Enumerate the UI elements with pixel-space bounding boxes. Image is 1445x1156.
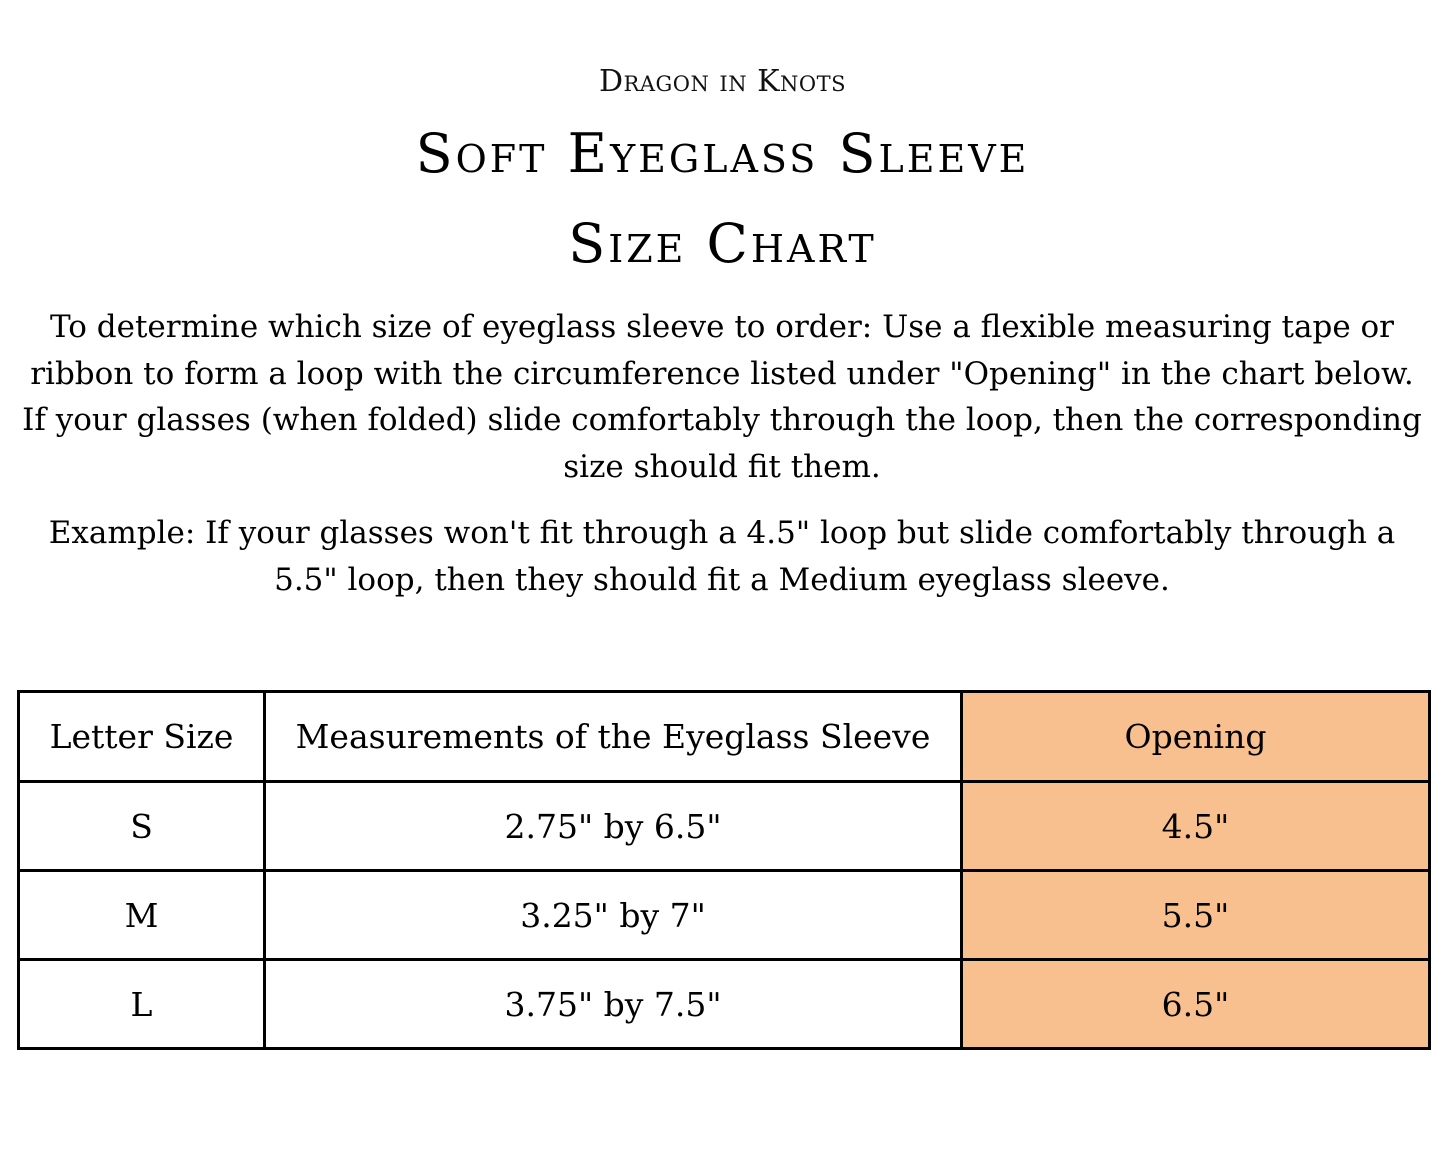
table-row: [19, 871, 1430, 960]
cell-letter-size: L: [19, 960, 265, 1049]
cell-opening: 5.5": [962, 871, 1430, 960]
page-title: Soft Eyeglass Sleeve: [415, 122, 1030, 185]
cell-measurements: 3.25" by 7": [265, 871, 962, 960]
column-header-opening: Opening: [962, 692, 1430, 782]
example-paragraph: Example: If your glasses won't fit through a 4.5" loop but slide comfortably through a 5.5" loop, then they should fit a Medium eyeglass sleeve.: [48, 515, 1396, 598]
cell-letter-size: M: [19, 871, 265, 960]
cell-letter-size: S: [19, 782, 265, 871]
table-row: [19, 960, 1430, 1049]
cell-opening: 6.5": [962, 960, 1430, 1049]
cell-opening: 4.5": [962, 782, 1430, 871]
table-header-row: [19, 692, 1430, 782]
cell-measurements: 3.75" by 7.5": [265, 960, 962, 1049]
table-row: [19, 782, 1430, 871]
page-subtitle: Size Chart: [568, 212, 877, 275]
instructions-paragraph: To determine which size of eyeglass sleeve to order: Use a flexible measuring tape or ribbon to form a loop with the circumference listed under "Opening" in the chart below. If your glasses (when folded) slide comfortably through the loop, then the corresponding size should fit them.: [22, 309, 1422, 485]
cell-measurements: 2.75" by 6.5": [265, 782, 962, 871]
brand-name: Dragon in Knots: [598, 64, 847, 99]
size-chart-table: [17, 690, 1431, 1050]
column-header-measurements: Measurements of the Eyeglass Sleeve: [265, 692, 962, 782]
column-header-letter-size: Letter Size: [19, 692, 265, 782]
